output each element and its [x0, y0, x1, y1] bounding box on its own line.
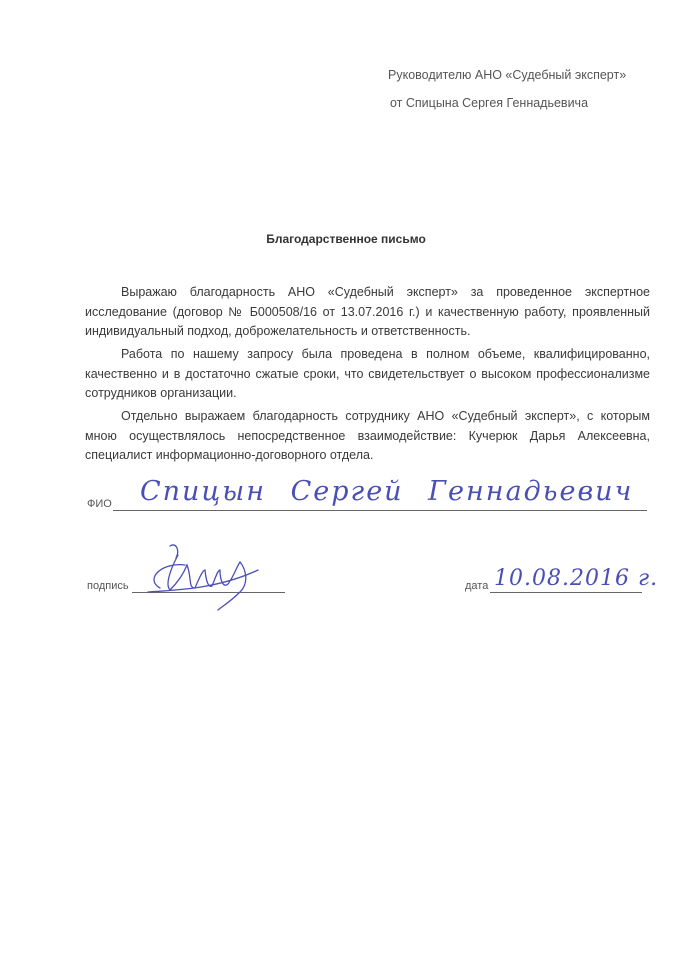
signature-image — [140, 540, 265, 612]
fio-underline — [113, 510, 647, 511]
paragraph-employee-thanks: Отдельно выражаем благодарность сотруднику АНО «Судебный эксперт», с которым мною осуществлялось непосредственное взаимодействие: Кучерюк Дарья Алексеевна, специалист информационно-договорного отдела. — [85, 409, 650, 462]
signature-label: подпись — [87, 580, 129, 592]
paragraph-work-quality: Работа по нашему запросу была проведена в полном объеме, квалифицированно, качественно и в достаточно сжатые сроки, что свидетельствует о высоком профессионализме сотрудников организации. — [85, 347, 650, 400]
date-label: дата — [465, 580, 489, 592]
recipient-line: Руководителю АНО «Судебный эксперт» — [388, 68, 627, 82]
paragraph-gratitude: Выражаю благодарность АНО «Судебный эксперт» за проведенное экспертное исследование (договор № Б000508/16 от 13.07.2016 г.) и качественную работу, проявленный индивидуальный подход, доброжелательность и ответственность. — [85, 285, 650, 338]
fio-label: ФИО — [87, 498, 112, 510]
date-underline — [490, 592, 642, 593]
date-handwritten: 10.08.2016 г. — [494, 566, 659, 591]
fio-handwritten: Спицын Сергей Геннадьевич — [140, 476, 634, 507]
letter-title: Благодарственное письмо — [266, 232, 426, 246]
sender-line: от Спицына Сергея Геннадьевича — [390, 96, 589, 110]
